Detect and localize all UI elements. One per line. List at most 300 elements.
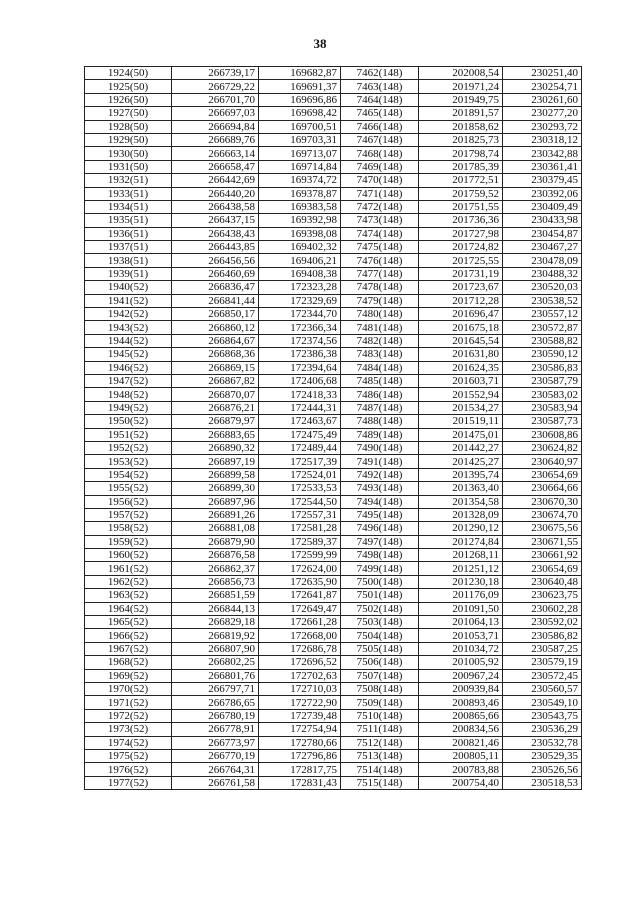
point-id-a-cell: 1943(52) [85, 321, 172, 334]
coord-y-b-cell: 230590,12 [503, 348, 582, 361]
coord-y-a-cell: 172739,48 [259, 709, 341, 722]
coord-y-a-cell: 169691,37 [259, 80, 341, 93]
point-id-a-cell: 1927(50) [85, 107, 172, 120]
point-id-b-cell: 7510(148) [341, 709, 419, 722]
point-id-b-cell: 7492(148) [341, 468, 419, 481]
coord-x-b-cell: 201425,27 [419, 455, 503, 468]
coordinates-table [84, 66, 582, 790]
table-row [85, 669, 582, 682]
coord-y-b-cell: 230579,19 [503, 656, 582, 669]
coord-x-a-cell: 266801,76 [172, 669, 259, 682]
coord-y-b-cell: 230674,70 [503, 508, 582, 521]
coord-x-b-cell: 201091,50 [419, 602, 503, 615]
coord-x-a-cell: 266658,47 [172, 160, 259, 173]
point-id-a-cell: 1925(50) [85, 80, 172, 93]
coord-y-a-cell: 169698,42 [259, 107, 341, 120]
coord-y-b-cell: 230608,86 [503, 428, 582, 441]
coord-x-a-cell: 266856,73 [172, 575, 259, 588]
point-id-b-cell: 7509(148) [341, 696, 419, 709]
coord-x-b-cell: 200783,88 [419, 763, 503, 776]
coord-y-b-cell: 230602,28 [503, 602, 582, 615]
point-id-a-cell: 1940(52) [85, 281, 172, 294]
coord-x-a-cell: 266869,15 [172, 361, 259, 374]
coord-x-b-cell: 200865,66 [419, 709, 503, 722]
point-id-a-cell: 1942(52) [85, 308, 172, 321]
point-id-a-cell: 1958(52) [85, 522, 172, 535]
table-row [85, 334, 582, 347]
coord-x-b-cell: 201723,67 [419, 281, 503, 294]
coord-y-b-cell: 230586,83 [503, 361, 582, 374]
coord-y-a-cell: 172524,01 [259, 468, 341, 481]
coord-y-a-cell: 172517,39 [259, 455, 341, 468]
point-id-b-cell: 7481(148) [341, 321, 419, 334]
point-id-a-cell: 1949(52) [85, 401, 172, 414]
coord-x-b-cell: 201645,54 [419, 334, 503, 347]
coord-x-b-cell: 201064,13 [419, 616, 503, 629]
coord-y-b-cell: 230379,45 [503, 174, 582, 187]
coord-x-b-cell: 201631,80 [419, 348, 503, 361]
coord-y-b-cell: 230532,78 [503, 736, 582, 749]
coord-x-a-cell: 266829,18 [172, 616, 259, 629]
page-number: 38 [313, 36, 327, 51]
point-id-a-cell: 1934(51) [85, 200, 172, 213]
point-id-b-cell: 7489(148) [341, 428, 419, 441]
table-row [85, 776, 582, 789]
table-row [85, 441, 582, 454]
coord-y-a-cell: 169383,58 [259, 200, 341, 213]
coord-x-b-cell: 201395,74 [419, 468, 503, 481]
coord-x-a-cell: 266899,30 [172, 482, 259, 495]
coord-y-a-cell: 172668,00 [259, 629, 341, 642]
coord-x-b-cell: 201534,27 [419, 401, 503, 414]
coord-x-a-cell: 266438,58 [172, 200, 259, 213]
point-id-b-cell: 7474(148) [341, 227, 419, 240]
point-id-b-cell: 7464(148) [341, 93, 419, 106]
point-id-a-cell: 1956(52) [85, 495, 172, 508]
coord-y-b-cell: 230529,35 [503, 749, 582, 762]
coord-y-b-cell: 230583,02 [503, 388, 582, 401]
table-row [85, 214, 582, 227]
table-row [85, 723, 582, 736]
coord-x-a-cell: 266701,70 [172, 93, 259, 106]
coord-x-b-cell: 201519,11 [419, 415, 503, 428]
coord-x-a-cell: 266879,90 [172, 535, 259, 548]
table-row [85, 575, 582, 588]
coord-y-a-cell: 172406,68 [259, 374, 341, 387]
coord-x-a-cell: 266802,25 [172, 656, 259, 669]
coord-y-b-cell: 230671,55 [503, 535, 582, 548]
table-row [85, 401, 582, 414]
coord-x-b-cell: 201798,74 [419, 147, 503, 160]
coord-x-a-cell: 266879,97 [172, 415, 259, 428]
table-row [85, 682, 582, 695]
coord-x-a-cell: 266876,21 [172, 401, 259, 414]
point-id-b-cell: 7513(148) [341, 749, 419, 762]
coord-y-b-cell: 230361,41 [503, 160, 582, 173]
coord-x-b-cell: 201268,11 [419, 549, 503, 562]
coord-y-b-cell: 230549,10 [503, 696, 582, 709]
table-row [85, 616, 582, 629]
coord-x-a-cell: 266850,17 [172, 308, 259, 321]
point-id-a-cell: 1962(52) [85, 575, 172, 588]
coord-y-a-cell: 172374,56 [259, 334, 341, 347]
coord-x-a-cell: 266440,20 [172, 187, 259, 200]
table-row [85, 374, 582, 387]
coord-x-b-cell: 201230,18 [419, 575, 503, 588]
table-row [85, 348, 582, 361]
table-row [85, 455, 582, 468]
coord-y-b-cell: 230467,27 [503, 241, 582, 254]
coord-y-b-cell: 230342,88 [503, 147, 582, 160]
point-id-b-cell: 7480(148) [341, 308, 419, 321]
coord-x-a-cell: 266460,69 [172, 267, 259, 280]
coord-x-b-cell: 201727,98 [419, 227, 503, 240]
table-row [85, 147, 582, 160]
point-id-a-cell: 1933(51) [85, 187, 172, 200]
table-row [85, 468, 582, 481]
coord-y-a-cell: 172796,86 [259, 749, 341, 762]
point-id-b-cell: 7490(148) [341, 441, 419, 454]
coord-y-b-cell: 230587,79 [503, 374, 582, 387]
table-row [85, 133, 582, 146]
coord-y-a-cell: 172624,00 [259, 562, 341, 575]
point-id-a-cell: 1952(52) [85, 441, 172, 454]
point-id-a-cell: 1961(52) [85, 562, 172, 575]
coord-y-b-cell: 230518,53 [503, 776, 582, 789]
table-row [85, 736, 582, 749]
coord-y-b-cell: 230654,69 [503, 468, 582, 481]
coord-x-b-cell: 201971,24 [419, 80, 503, 93]
coord-y-a-cell: 172581,28 [259, 522, 341, 535]
coord-y-a-cell: 169378,87 [259, 187, 341, 200]
coord-x-a-cell: 266729,22 [172, 80, 259, 93]
coord-x-a-cell: 266438,43 [172, 227, 259, 240]
point-id-b-cell: 7499(148) [341, 562, 419, 575]
coord-y-a-cell: 172544,50 [259, 495, 341, 508]
coord-x-a-cell: 266773,97 [172, 736, 259, 749]
point-id-b-cell: 7479(148) [341, 294, 419, 307]
coord-y-a-cell: 169374,72 [259, 174, 341, 187]
coord-x-a-cell: 266697,03 [172, 107, 259, 120]
point-id-a-cell: 1955(52) [85, 482, 172, 495]
coord-y-a-cell: 172686,78 [259, 642, 341, 655]
point-id-a-cell: 1959(52) [85, 535, 172, 548]
point-id-a-cell: 1964(52) [85, 602, 172, 615]
table-row [85, 656, 582, 669]
point-id-a-cell: 1945(52) [85, 348, 172, 361]
coord-y-a-cell: 172386,38 [259, 348, 341, 361]
point-id-a-cell: 1968(52) [85, 656, 172, 669]
coord-y-b-cell: 230261,60 [503, 93, 582, 106]
coord-y-a-cell: 169714,84 [259, 160, 341, 173]
coord-x-a-cell: 266862,37 [172, 562, 259, 575]
point-id-a-cell: 1970(52) [85, 682, 172, 695]
point-id-a-cell: 1965(52) [85, 616, 172, 629]
coord-y-a-cell: 172831,43 [259, 776, 341, 789]
coord-x-a-cell: 266897,96 [172, 495, 259, 508]
point-id-a-cell: 1974(52) [85, 736, 172, 749]
coord-y-b-cell: 230454,87 [503, 227, 582, 240]
coord-y-b-cell: 230670,30 [503, 495, 582, 508]
coord-x-a-cell: 266689,76 [172, 133, 259, 146]
coord-y-a-cell: 172635,90 [259, 575, 341, 588]
point-id-a-cell: 1972(52) [85, 709, 172, 722]
table-row [85, 241, 582, 254]
table-row [85, 415, 582, 428]
point-id-b-cell: 7484(148) [341, 361, 419, 374]
table-row [85, 749, 582, 762]
table-row [85, 80, 582, 93]
coord-x-a-cell: 266867,82 [172, 374, 259, 387]
coord-y-a-cell: 172696,52 [259, 656, 341, 669]
coord-y-a-cell: 172817,75 [259, 763, 341, 776]
point-id-b-cell: 7494(148) [341, 495, 419, 508]
point-id-b-cell: 7467(148) [341, 133, 419, 146]
coord-x-b-cell: 201724,82 [419, 241, 503, 254]
coord-y-b-cell: 230433,98 [503, 214, 582, 227]
point-id-a-cell: 1924(50) [85, 67, 172, 80]
coord-y-a-cell: 169398,08 [259, 227, 341, 240]
point-id-b-cell: 7508(148) [341, 682, 419, 695]
point-id-a-cell: 1973(52) [85, 723, 172, 736]
coord-x-a-cell: 266883,65 [172, 428, 259, 441]
point-id-b-cell: 7477(148) [341, 267, 419, 280]
coord-y-a-cell: 172661,28 [259, 616, 341, 629]
coordinates-table-body [85, 67, 582, 790]
coord-y-b-cell: 230640,48 [503, 575, 582, 588]
coord-y-b-cell: 230277,20 [503, 107, 582, 120]
coord-x-a-cell: 266694,84 [172, 120, 259, 133]
table-row [85, 508, 582, 521]
coord-y-a-cell: 172533,53 [259, 482, 341, 495]
coord-y-b-cell: 230583,94 [503, 401, 582, 414]
table-row [85, 120, 582, 133]
point-id-a-cell: 1967(52) [85, 642, 172, 655]
coord-y-b-cell: 230526,56 [503, 763, 582, 776]
point-id-a-cell: 1966(52) [85, 629, 172, 642]
table-row [85, 428, 582, 441]
coord-x-b-cell: 201712,28 [419, 294, 503, 307]
coord-y-b-cell: 230623,75 [503, 589, 582, 602]
point-id-a-cell: 1926(50) [85, 93, 172, 106]
coord-y-b-cell: 230254,71 [503, 80, 582, 93]
table-row [85, 388, 582, 401]
point-id-a-cell: 1931(50) [85, 160, 172, 173]
coord-x-a-cell: 266761,58 [172, 776, 259, 789]
coord-y-b-cell: 230488,32 [503, 267, 582, 280]
coord-x-a-cell: 266851,59 [172, 589, 259, 602]
table-row [85, 67, 582, 80]
point-id-b-cell: 7506(148) [341, 656, 419, 669]
coord-y-b-cell: 230560,57 [503, 682, 582, 695]
point-id-a-cell: 1938(51) [85, 254, 172, 267]
coord-y-b-cell: 230640,97 [503, 455, 582, 468]
coord-x-a-cell: 266890,32 [172, 441, 259, 454]
coord-x-b-cell: 201696,47 [419, 308, 503, 321]
coord-y-b-cell: 230520,03 [503, 281, 582, 294]
point-id-b-cell: 7502(148) [341, 602, 419, 615]
coord-y-a-cell: 172710,03 [259, 682, 341, 695]
point-id-b-cell: 7478(148) [341, 281, 419, 294]
point-id-b-cell: 7505(148) [341, 642, 419, 655]
table-row [85, 709, 582, 722]
point-id-b-cell: 7475(148) [341, 241, 419, 254]
table-row [85, 160, 582, 173]
coord-x-a-cell: 266780,19 [172, 709, 259, 722]
point-id-b-cell: 7476(148) [341, 254, 419, 267]
coord-y-a-cell: 169696,86 [259, 93, 341, 106]
coord-x-b-cell: 201785,39 [419, 160, 503, 173]
coord-x-b-cell: 201251,12 [419, 562, 503, 575]
point-id-a-cell: 1950(52) [85, 415, 172, 428]
point-id-a-cell: 1930(50) [85, 147, 172, 160]
table-row [85, 308, 582, 321]
table-row [85, 549, 582, 562]
coord-y-a-cell: 169402,32 [259, 241, 341, 254]
coord-y-a-cell: 169392,98 [259, 214, 341, 227]
point-id-b-cell: 7511(148) [341, 723, 419, 736]
coord-x-b-cell: 201624,35 [419, 361, 503, 374]
point-id-b-cell: 7465(148) [341, 107, 419, 120]
point-id-a-cell: 1932(51) [85, 174, 172, 187]
point-id-a-cell: 1941(52) [85, 294, 172, 307]
point-id-a-cell: 1946(52) [85, 361, 172, 374]
point-id-b-cell: 7498(148) [341, 549, 419, 562]
point-id-b-cell: 7495(148) [341, 508, 419, 521]
coord-x-b-cell: 200821,46 [419, 736, 503, 749]
point-id-b-cell: 7514(148) [341, 763, 419, 776]
coord-x-a-cell: 266841,44 [172, 294, 259, 307]
coord-x-b-cell: 200834,56 [419, 723, 503, 736]
point-id-b-cell: 7482(148) [341, 334, 419, 347]
coord-x-b-cell: 201053,71 [419, 629, 503, 642]
table-row [85, 107, 582, 120]
table-row [85, 361, 582, 374]
coord-x-b-cell: 201034,72 [419, 642, 503, 655]
table-row [85, 602, 582, 615]
coord-y-b-cell: 230654,69 [503, 562, 582, 575]
point-id-b-cell: 7497(148) [341, 535, 419, 548]
coord-x-a-cell: 266870,07 [172, 388, 259, 401]
coord-y-a-cell: 172344,70 [259, 308, 341, 321]
point-id-b-cell: 7488(148) [341, 415, 419, 428]
coord-x-a-cell: 266778,91 [172, 723, 259, 736]
coord-y-a-cell: 172780,66 [259, 736, 341, 749]
point-id-a-cell: 1951(52) [85, 428, 172, 441]
coord-x-b-cell: 201005,92 [419, 656, 503, 669]
point-id-a-cell: 1939(51) [85, 267, 172, 280]
point-id-a-cell: 1963(52) [85, 589, 172, 602]
coord-y-a-cell: 172702,63 [259, 669, 341, 682]
coord-x-a-cell: 266456,56 [172, 254, 259, 267]
coord-x-b-cell: 201736,36 [419, 214, 503, 227]
coord-x-a-cell: 266437,15 [172, 214, 259, 227]
coord-y-b-cell: 230478,09 [503, 254, 582, 267]
point-id-a-cell: 1975(52) [85, 749, 172, 762]
coord-x-b-cell: 201825,73 [419, 133, 503, 146]
coord-y-b-cell: 230664,66 [503, 482, 582, 495]
coord-y-a-cell: 172649,47 [259, 602, 341, 615]
coord-y-b-cell: 230572,45 [503, 669, 582, 682]
coord-y-a-cell: 169700,51 [259, 120, 341, 133]
coord-y-a-cell: 172418,33 [259, 388, 341, 401]
coord-y-b-cell: 230543,75 [503, 709, 582, 722]
coord-x-b-cell: 201759,52 [419, 187, 503, 200]
coord-y-b-cell: 230557,12 [503, 308, 582, 321]
coord-y-a-cell: 172599,99 [259, 549, 341, 562]
coord-x-a-cell: 266819,92 [172, 629, 259, 642]
coord-x-b-cell: 201751,55 [419, 200, 503, 213]
coord-x-a-cell: 266868,36 [172, 348, 259, 361]
point-id-b-cell: 7468(148) [341, 147, 419, 160]
coord-x-b-cell: 202008,54 [419, 67, 503, 80]
point-id-a-cell: 1957(52) [85, 508, 172, 521]
table-row [85, 562, 582, 575]
table-row [85, 629, 582, 642]
coord-x-b-cell: 201603,71 [419, 374, 503, 387]
coord-y-a-cell: 169408,38 [259, 267, 341, 280]
coord-x-a-cell: 266739,17 [172, 67, 259, 80]
coord-y-a-cell: 172444,31 [259, 401, 341, 414]
point-id-b-cell: 7485(148) [341, 374, 419, 387]
table-row [85, 642, 582, 655]
point-id-b-cell: 7470(148) [341, 174, 419, 187]
coord-x-a-cell: 266836,47 [172, 281, 259, 294]
coord-x-b-cell: 201731,19 [419, 267, 503, 280]
coord-x-b-cell: 200893,46 [419, 696, 503, 709]
coord-x-a-cell: 266786,65 [172, 696, 259, 709]
point-id-b-cell: 7493(148) [341, 482, 419, 495]
point-id-a-cell: 1953(52) [85, 455, 172, 468]
coord-y-a-cell: 172366,34 [259, 321, 341, 334]
coord-x-a-cell: 266797,71 [172, 682, 259, 695]
coord-x-b-cell: 201858,62 [419, 120, 503, 133]
coord-y-b-cell: 230624,82 [503, 441, 582, 454]
coord-x-b-cell: 201949,75 [419, 93, 503, 106]
point-id-a-cell: 1954(52) [85, 468, 172, 481]
coord-x-a-cell: 266897,19 [172, 455, 259, 468]
table-row [85, 535, 582, 548]
coord-y-b-cell: 230587,73 [503, 415, 582, 428]
coord-y-a-cell: 172641,87 [259, 589, 341, 602]
table-row [85, 227, 582, 240]
coord-y-b-cell: 230587,25 [503, 642, 582, 655]
coord-x-a-cell: 266770,19 [172, 749, 259, 762]
coord-y-b-cell: 230409,49 [503, 200, 582, 213]
coord-x-a-cell: 266881,08 [172, 522, 259, 535]
coord-x-b-cell: 200939,84 [419, 682, 503, 695]
coord-y-a-cell: 172557,31 [259, 508, 341, 521]
coord-y-a-cell: 172329,69 [259, 294, 341, 307]
point-id-a-cell: 1960(52) [85, 549, 172, 562]
coord-y-a-cell: 172475,49 [259, 428, 341, 441]
point-id-b-cell: 7471(148) [341, 187, 419, 200]
coord-y-a-cell: 169406,21 [259, 254, 341, 267]
point-id-a-cell: 1928(50) [85, 120, 172, 133]
coord-x-a-cell: 266443,85 [172, 241, 259, 254]
coord-x-b-cell: 201354,58 [419, 495, 503, 508]
point-id-a-cell: 1929(50) [85, 133, 172, 146]
table-row [85, 696, 582, 709]
coord-x-b-cell: 201290,12 [419, 522, 503, 535]
table-row [85, 174, 582, 187]
table-row [85, 763, 582, 776]
point-id-b-cell: 7469(148) [341, 160, 419, 173]
coord-y-a-cell: 172754,94 [259, 723, 341, 736]
point-id-b-cell: 7462(148) [341, 67, 419, 80]
point-id-b-cell: 7491(148) [341, 455, 419, 468]
coord-x-b-cell: 201176,09 [419, 589, 503, 602]
